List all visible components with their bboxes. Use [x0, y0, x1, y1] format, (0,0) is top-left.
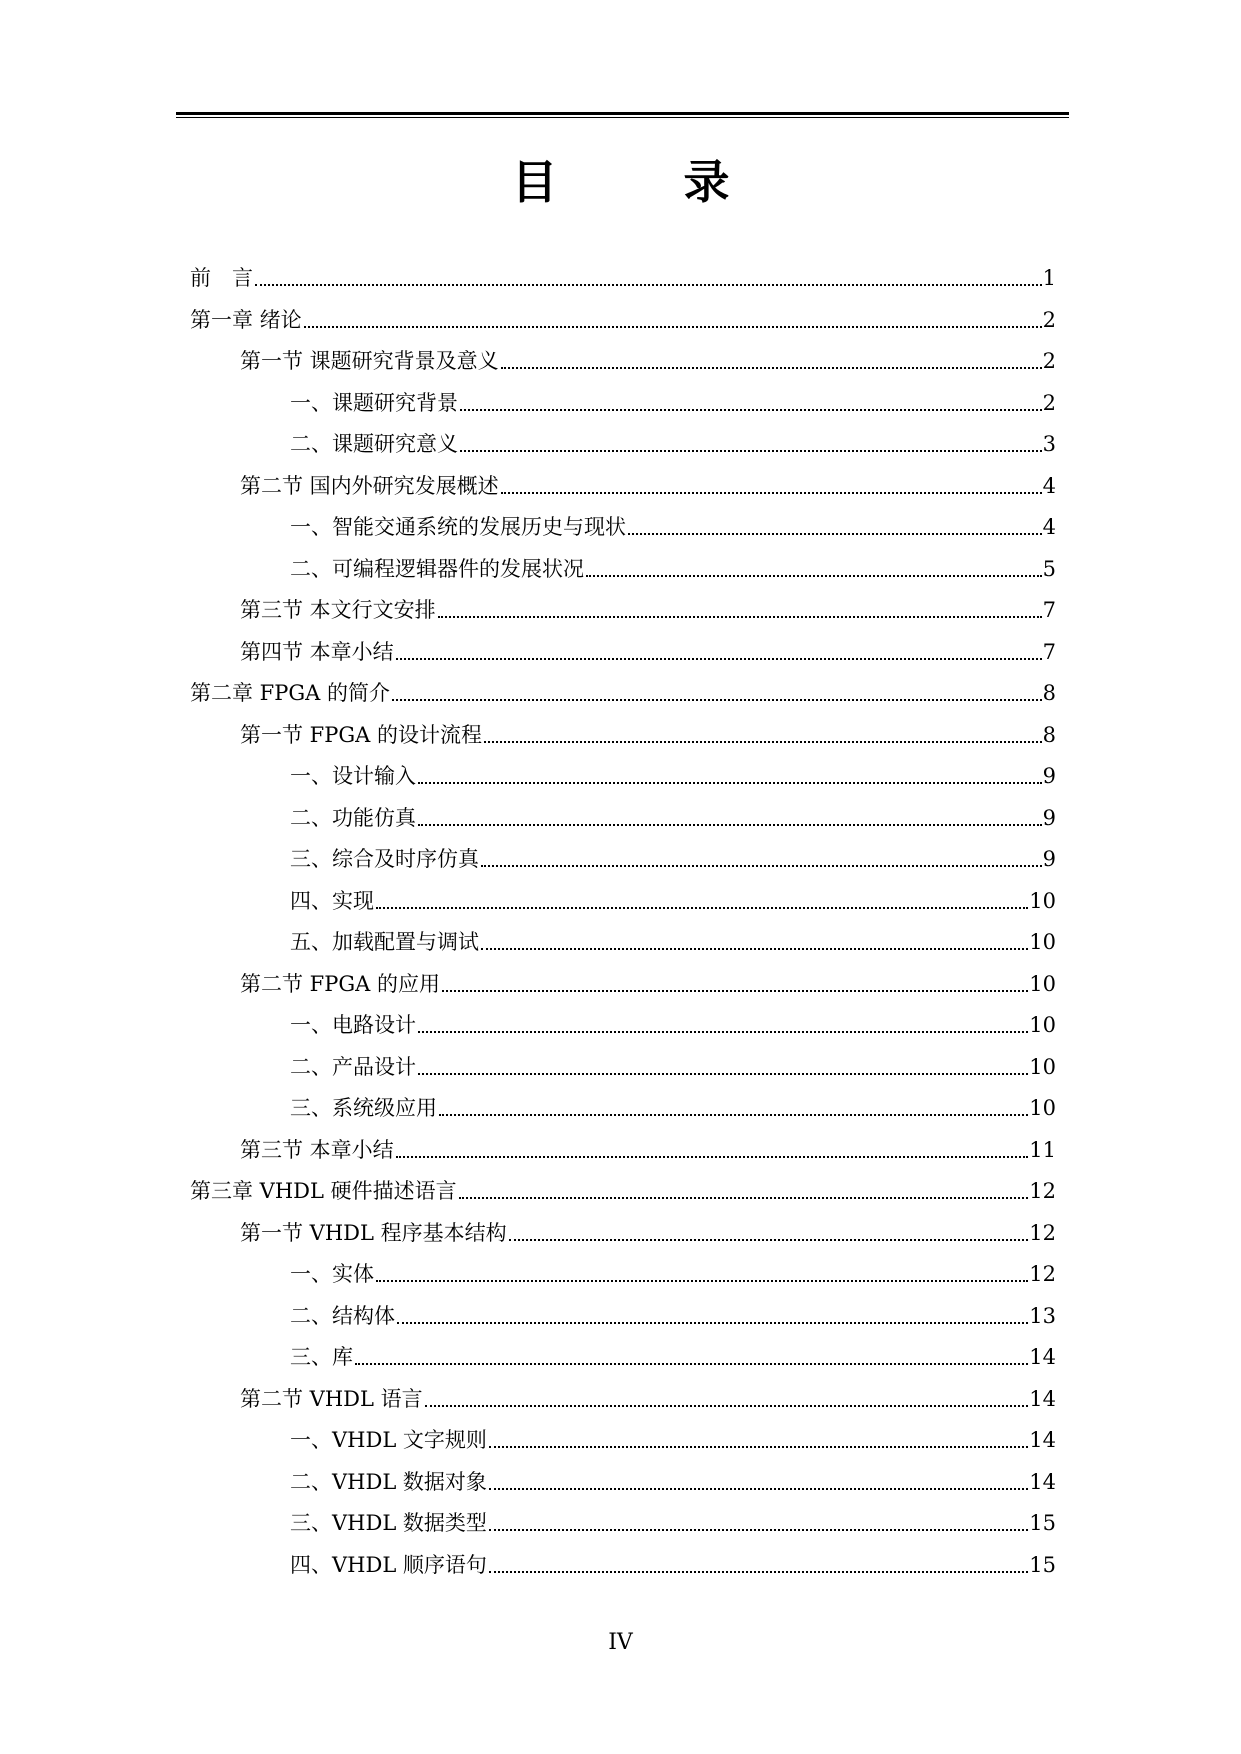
toc-entry[interactable]	[240, 968, 1056, 998]
toc-dot-leader	[418, 1073, 1028, 1075]
toc-dot-leader	[481, 865, 1042, 867]
toc-entry-page: 10	[1029, 1096, 1056, 1120]
toc-dot-leader	[392, 699, 1042, 701]
toc-entry-label: 二、可编程逻辑器件的发展状况	[290, 557, 584, 581]
toc-dot-leader	[396, 658, 1042, 660]
toc-entry-page: 1	[1042, 266, 1056, 290]
toc-entry-page: 10	[1029, 930, 1056, 954]
toc-entry-page: 14	[1029, 1428, 1056, 1452]
toc-entry[interactable]	[240, 470, 1056, 500]
toc-dot-leader	[489, 1446, 1028, 1448]
toc-entry-label: 第一章 绪论	[190, 308, 302, 332]
toc-entry[interactable]	[290, 760, 1056, 790]
toc-dot-leader	[439, 1114, 1028, 1116]
toc-entry[interactable]	[190, 677, 1056, 707]
toc-entry[interactable]	[290, 428, 1056, 458]
toc-dot-leader	[460, 450, 1042, 452]
header-rule-thick	[176, 112, 1069, 115]
toc-dot-leader	[418, 824, 1042, 826]
toc-title: 目 录	[511, 155, 770, 209]
header-rule-thin	[176, 117, 1069, 118]
toc-dot-leader	[586, 575, 1042, 577]
toc-entry-label: 第一节 FPGA 的设计流程	[240, 723, 482, 747]
toc-entry-label: 一、课题研究背景	[290, 391, 458, 415]
toc-entry[interactable]	[290, 1009, 1056, 1039]
toc-entry[interactable]	[290, 1466, 1056, 1496]
toc-entry-page: 14	[1029, 1345, 1056, 1369]
toc-entry[interactable]	[290, 1300, 1056, 1330]
toc-dot-leader	[489, 1571, 1028, 1573]
toc-entry[interactable]	[240, 636, 1056, 666]
toc-dot-leader	[501, 367, 1042, 369]
toc-entry[interactable]	[240, 594, 1056, 624]
toc-entry-page: 2	[1042, 349, 1056, 373]
toc-entry-label: 第二节 国内外研究发展概述	[240, 474, 499, 498]
toc-entry-page: 10	[1029, 1013, 1056, 1037]
toc-entry[interactable]	[240, 345, 1056, 375]
toc-entry[interactable]	[290, 1258, 1056, 1288]
toc-entry-label: 一、设计输入	[290, 764, 416, 788]
toc-entry-label: 前 言	[190, 266, 253, 290]
toc-dot-leader	[376, 907, 1028, 909]
toc-entry[interactable]	[290, 553, 1056, 583]
toc-entry[interactable]	[290, 1341, 1056, 1371]
toc-entry-label: 第一节 课题研究背景及意义	[240, 349, 499, 373]
toc-entry[interactable]	[290, 843, 1056, 873]
toc-entry-label: 一、智能交通系统的发展历史与现状	[290, 515, 626, 539]
toc-entry[interactable]	[190, 304, 1056, 334]
toc-entry[interactable]	[290, 1092, 1056, 1122]
toc-entry-page: 4	[1042, 515, 1056, 539]
toc-dot-leader	[425, 1405, 1029, 1407]
toc-entry-page: 13	[1029, 1304, 1056, 1328]
toc-dot-leader	[397, 1322, 1028, 1324]
toc-entry-label: 第三节 本文行文安排	[240, 598, 436, 622]
toc-entry[interactable]	[240, 1134, 1056, 1164]
toc-entry-page: 9	[1042, 806, 1056, 830]
toc-entry[interactable]	[190, 1175, 1056, 1205]
toc-entry-page: 9	[1042, 847, 1056, 871]
toc-entry[interactable]	[290, 802, 1056, 832]
toc-entry-page: 15	[1029, 1511, 1056, 1535]
toc-entry-label: 二、功能仿真	[290, 806, 416, 830]
toc-entry-page: 3	[1042, 432, 1056, 456]
toc-entry-label: 二、VHDL 数据对象	[290, 1470, 487, 1494]
toc-entry-label: 三、VHDL 数据类型	[290, 1511, 487, 1535]
toc-entry-label: 一、电路设计	[290, 1013, 416, 1037]
toc-dot-leader	[459, 1197, 1029, 1199]
toc-entry[interactable]	[290, 1424, 1056, 1454]
toc-dot-leader	[418, 782, 1042, 784]
toc-dot-leader	[460, 409, 1042, 411]
toc-dot-leader	[628, 533, 1042, 535]
toc-dot-leader	[501, 492, 1042, 494]
toc-entry-label: 二、结构体	[290, 1304, 395, 1328]
toc-entry-page: 14	[1029, 1470, 1056, 1494]
toc-dot-leader	[355, 1363, 1028, 1365]
toc-entry-label: 第二节 FPGA 的应用	[240, 972, 440, 996]
toc-entry-page: 12	[1029, 1221, 1056, 1245]
toc-entry[interactable]	[290, 926, 1056, 956]
toc-dot-leader	[489, 1488, 1028, 1490]
toc-entry[interactable]	[290, 1549, 1056, 1579]
toc-entry[interactable]	[190, 262, 1056, 292]
toc-entry-label: 一、实体	[290, 1262, 374, 1286]
toc-entry-page: 12	[1029, 1179, 1056, 1203]
toc-dot-leader	[438, 616, 1042, 618]
toc-entry[interactable]	[240, 1217, 1056, 1247]
toc-entry-page: 5	[1042, 557, 1056, 581]
toc-entry[interactable]	[240, 1383, 1056, 1413]
toc-entry-label: 第三节 本章小结	[240, 1138, 394, 1162]
toc-entry[interactable]	[290, 511, 1056, 541]
toc-entry-label: 第二章 FPGA 的简介	[190, 681, 390, 705]
toc-entry-label: 四、实现	[290, 889, 374, 913]
toc-entry-label: 三、库	[290, 1345, 353, 1369]
toc-dot-leader	[304, 326, 1042, 328]
toc-entry-label: 五、加载配置与调试	[290, 930, 479, 954]
header-rule	[176, 112, 1069, 118]
toc-entry-page: 2	[1042, 391, 1056, 415]
toc-dot-leader	[442, 990, 1028, 992]
toc-entry-label: 第四节 本章小结	[240, 640, 394, 664]
toc-entry-label: 二、产品设计	[290, 1055, 416, 1079]
toc-entry-page: 7	[1042, 640, 1056, 664]
toc-dot-leader	[509, 1239, 1029, 1241]
toc-entry[interactable]	[240, 719, 1056, 749]
toc-entry-page: 8	[1042, 681, 1056, 705]
toc-entry-label: 二、课题研究意义	[290, 432, 458, 456]
page-number: IV	[608, 1630, 633, 1655]
toc-entry-label: 第二节 VHDL 语言	[240, 1387, 423, 1411]
toc-entry-label: 四、VHDL 顺序语句	[290, 1553, 487, 1577]
toc-entry-page: 10	[1029, 1055, 1056, 1079]
toc-entry-page: 2	[1042, 308, 1056, 332]
toc-entry-page: 12	[1029, 1262, 1056, 1286]
toc-dot-leader	[484, 741, 1042, 743]
toc-entry[interactable]	[290, 885, 1056, 915]
toc-entry-page: 4	[1042, 474, 1056, 498]
toc-dot-leader	[418, 1031, 1028, 1033]
toc-entry-label: 一、VHDL 文字规则	[290, 1428, 487, 1452]
toc-entry-page: 11	[1029, 1138, 1056, 1162]
toc-dot-leader	[489, 1529, 1028, 1531]
toc-entry-page: 10	[1029, 972, 1056, 996]
toc-entry[interactable]	[290, 1507, 1056, 1537]
toc-entry-page: 10	[1029, 889, 1056, 913]
toc-dot-leader	[396, 1156, 1029, 1158]
toc-entry-page: 14	[1029, 1387, 1056, 1411]
toc-entry-page: 15	[1029, 1553, 1056, 1577]
toc-dot-leader	[376, 1280, 1028, 1282]
toc-entry-label: 三、系统级应用	[290, 1096, 437, 1120]
toc-entry-page: 7	[1042, 598, 1056, 622]
toc-entry-page: 8	[1042, 723, 1056, 747]
toc-entry-label: 第三章 VHDL 硬件描述语言	[190, 1179, 457, 1203]
toc-entry[interactable]	[290, 387, 1056, 417]
toc-entry-label: 三、综合及时序仿真	[290, 847, 479, 871]
toc-dot-leader	[255, 284, 1042, 286]
toc-entry-label: 第一节 VHDL 程序基本结构	[240, 1221, 507, 1245]
toc-entry-page: 9	[1042, 764, 1056, 788]
toc-dot-leader	[481, 948, 1028, 950]
toc-entry[interactable]	[290, 1051, 1056, 1081]
